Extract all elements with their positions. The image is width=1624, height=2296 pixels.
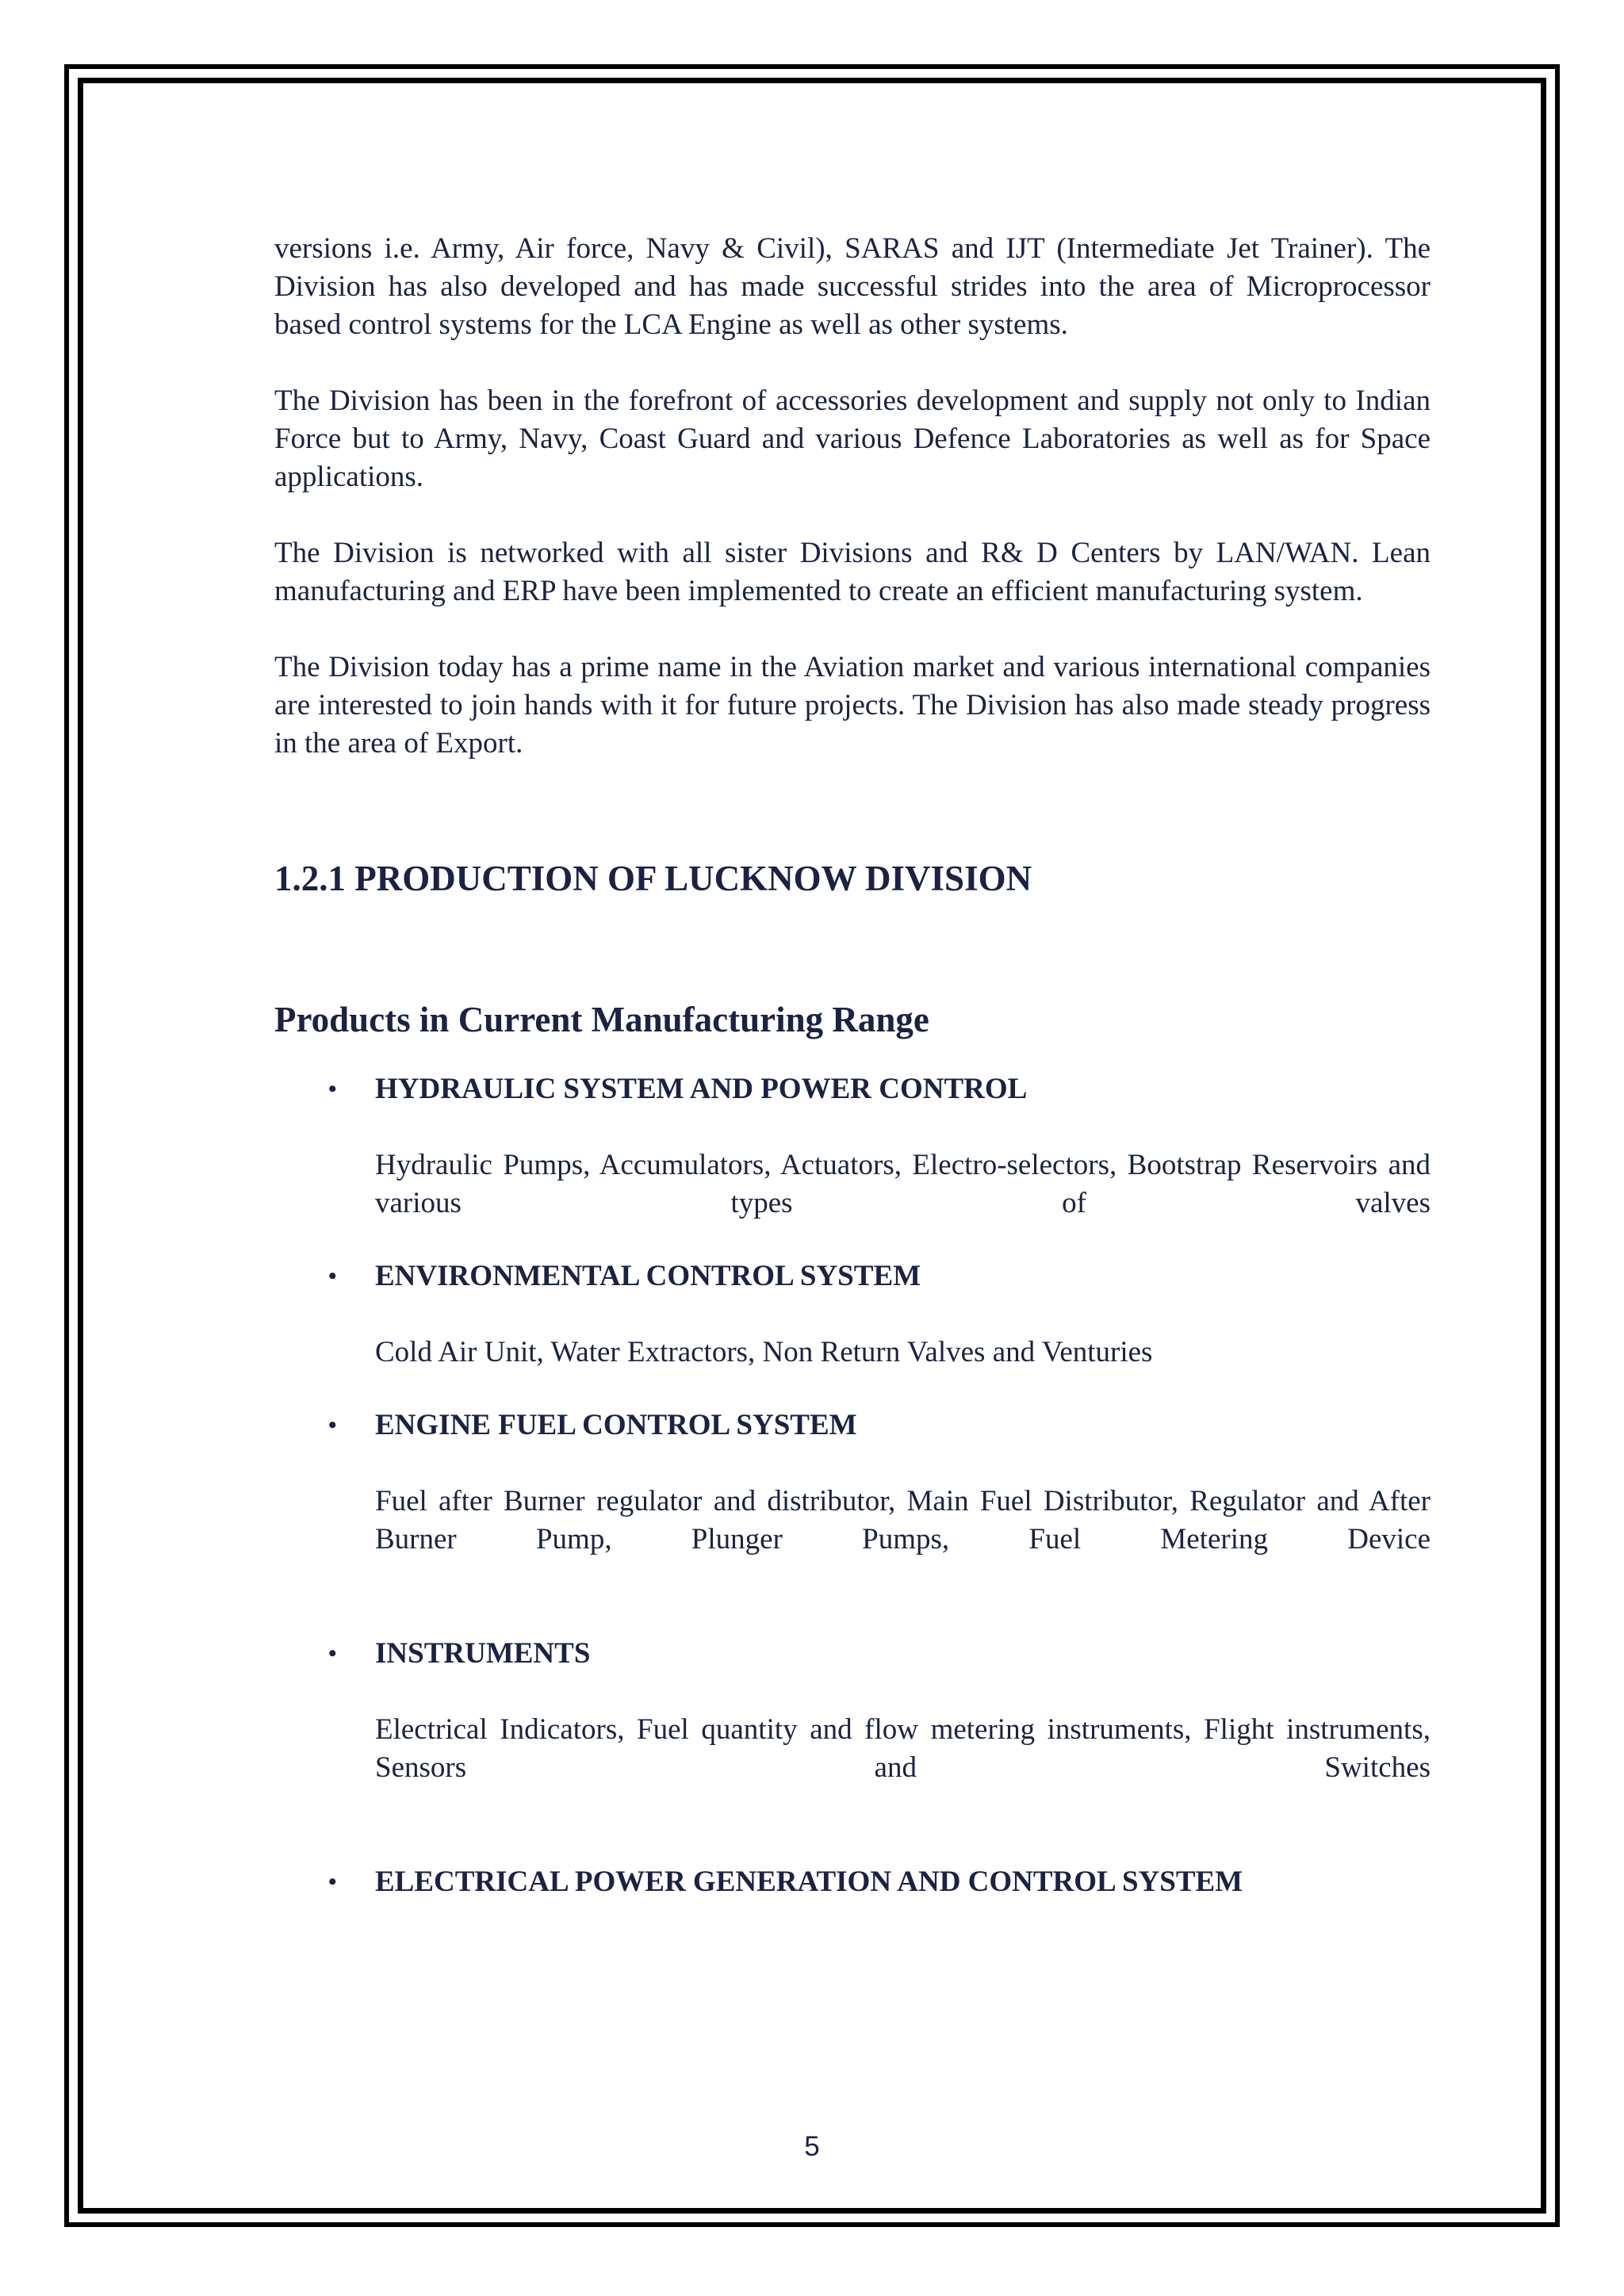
list-item — [274, 1406, 1431, 1559]
product-title: ELECTRICAL POWER GENERATION AND CONTROL SYSTEM — [375, 1866, 1243, 1898]
section-heading: 1.2.1 PRODUCTION OF LUCKNOW DIVISION — [274, 859, 1032, 898]
paragraph-3: The Division is networked with all sister Divisions and R& D Centers by LAN/WAN. Lean manufacturing and ERP have been implemented to create an efficient manufacturing system. — [274, 537, 1431, 607]
product-title: ENVIRONMENTAL CONTROL SYSTEM — [375, 1260, 921, 1292]
paragraph-4: The Division today has a prime name in the Aviation market and various international companies are interested to join hands with it for future projects. The Division has also made steady progress in the area of Export. — [274, 651, 1431, 760]
product-description: Electrical Indicators, Fuel quantity and flow metering instruments, Flight instruments, Sensors and Switches — [375, 1713, 1431, 1784]
products-list — [274, 1070, 1431, 1901]
bullet-icon: • — [328, 1640, 337, 1667]
page-number: 5 — [804, 2131, 820, 2162]
list-item — [274, 1863, 1431, 1901]
list-item — [274, 1635, 1431, 1787]
paragraph-1: versions i.e. Army, Air force, Navy & Civil), SARAS and IJT (Intermediate Jet Trainer). The Division has also developed and has made successful strides into the area of Microprocessor based control systems for the LCA Engine as well as other systems. — [274, 232, 1431, 341]
product-description: Hydraulic Pumps, Accumulators, Actuators, Electro-selectors, Bootstrap Reservoirs and various types of valves — [375, 1149, 1431, 1219]
list-item — [274, 1070, 1431, 1223]
product-description: Fuel after Burner regulator and distributor, Main Fuel Distributor, Regulator and After Burner Pump, Plunger Pumps, Fuel Metering Device — [375, 1485, 1431, 1556]
bullet-icon: • — [328, 1263, 337, 1289]
product-title: HYDRAULIC SYSTEM AND POWER CONTROL — [375, 1073, 1028, 1105]
product-description: Cold Air Unit, Water Extractors, Non Return Valves and Venturies — [375, 1336, 1153, 1368]
subheading: Products in Current Manufacturing Range — [274, 1000, 929, 1039]
bullet-icon: • — [328, 1076, 337, 1102]
list-item — [274, 1257, 1431, 1372]
bullet-icon: • — [328, 1869, 337, 1895]
bullet-icon: • — [328, 1412, 337, 1438]
product-title: INSTRUMENTS — [375, 1637, 591, 1670]
paragraph-2: The Division has been in the forefront of accessories development and supply not only to Indian Force but to Army, Navy, Coast Guard and various Defence Laboratories as well as for Space applications. — [274, 385, 1431, 493]
document-content — [274, 230, 1431, 1939]
product-title: ENGINE FUEL CONTROL SYSTEM — [375, 1409, 857, 1441]
